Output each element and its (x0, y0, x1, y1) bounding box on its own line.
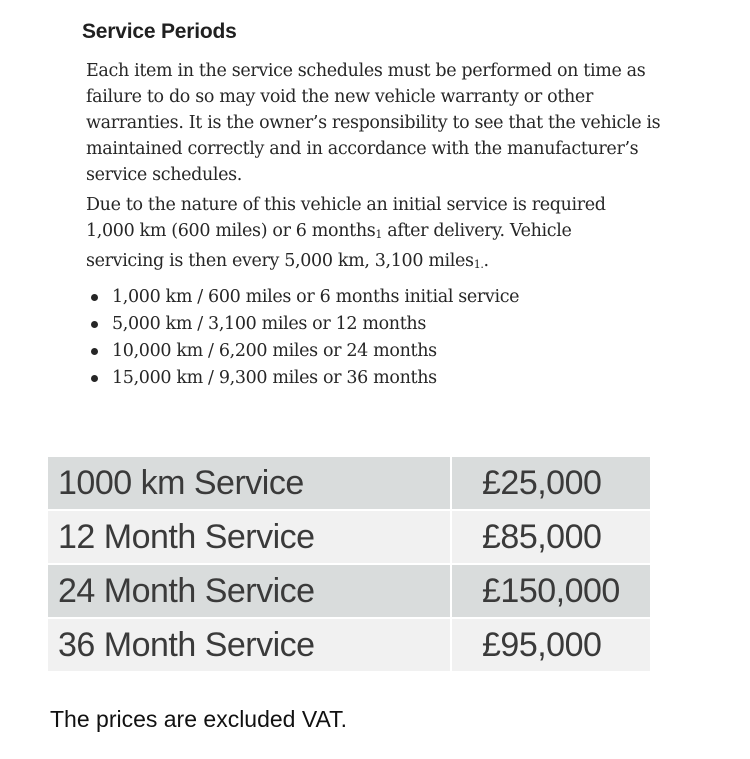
footnote-marker: 1. (473, 258, 484, 271)
list-item: 5,000 km / 3,100 miles or 12 months (90, 311, 519, 338)
service-price-cell: £85,000 (451, 510, 651, 564)
service-name-cell: 36 Month Service (47, 618, 451, 672)
footnote-marker: 1 (375, 228, 383, 241)
service-price-cell: £150,000 (451, 564, 651, 618)
list-item: 1,000 km / 600 miles or 6 months initial service (90, 284, 519, 311)
paragraph-line: 1,000 km (600 miles) or 6 months (86, 221, 376, 241)
table-row (47, 618, 651, 672)
service-name-cell: 24 Month Service (47, 564, 451, 618)
table-row (47, 456, 651, 510)
service-price-cell: £95,000 (451, 618, 651, 672)
vat-footnote: The prices are excluded VAT. (50, 706, 348, 732)
paragraph-line: after delivery. Vehicle (382, 221, 572, 241)
warranty-paragraph: Each item in the service schedules must be performed on time as failure to do so may void the new vehicle warranty or other warranties. It is the owner’s responsibility to see that the vehicle is maintained correctly and in accordance with the manufacturer’s service schedules. (86, 61, 661, 185)
service-price-cell: £25,000 (451, 456, 651, 510)
service-price-table (46, 455, 652, 673)
list-item: 10,000 km / 6,200 miles or 24 months (90, 338, 519, 365)
initial-service-paragraph (86, 192, 686, 278)
table-row (47, 564, 651, 618)
service-name-cell: 1000 km Service (47, 456, 451, 510)
table-row (47, 510, 651, 564)
service-interval-list (90, 284, 519, 392)
service-name-cell: 12 Month Service (47, 510, 451, 564)
paragraph-line: Due to the nature of this vehicle an initial service is required (86, 195, 606, 215)
paragraph-line: servicing is then every 5,000 km, 3,100 miles (86, 251, 474, 271)
paragraph-line: . (483, 251, 489, 271)
list-item: 15,000 km / 9,300 miles or 36 months (90, 365, 519, 392)
section-heading: Service Periods (82, 20, 237, 43)
